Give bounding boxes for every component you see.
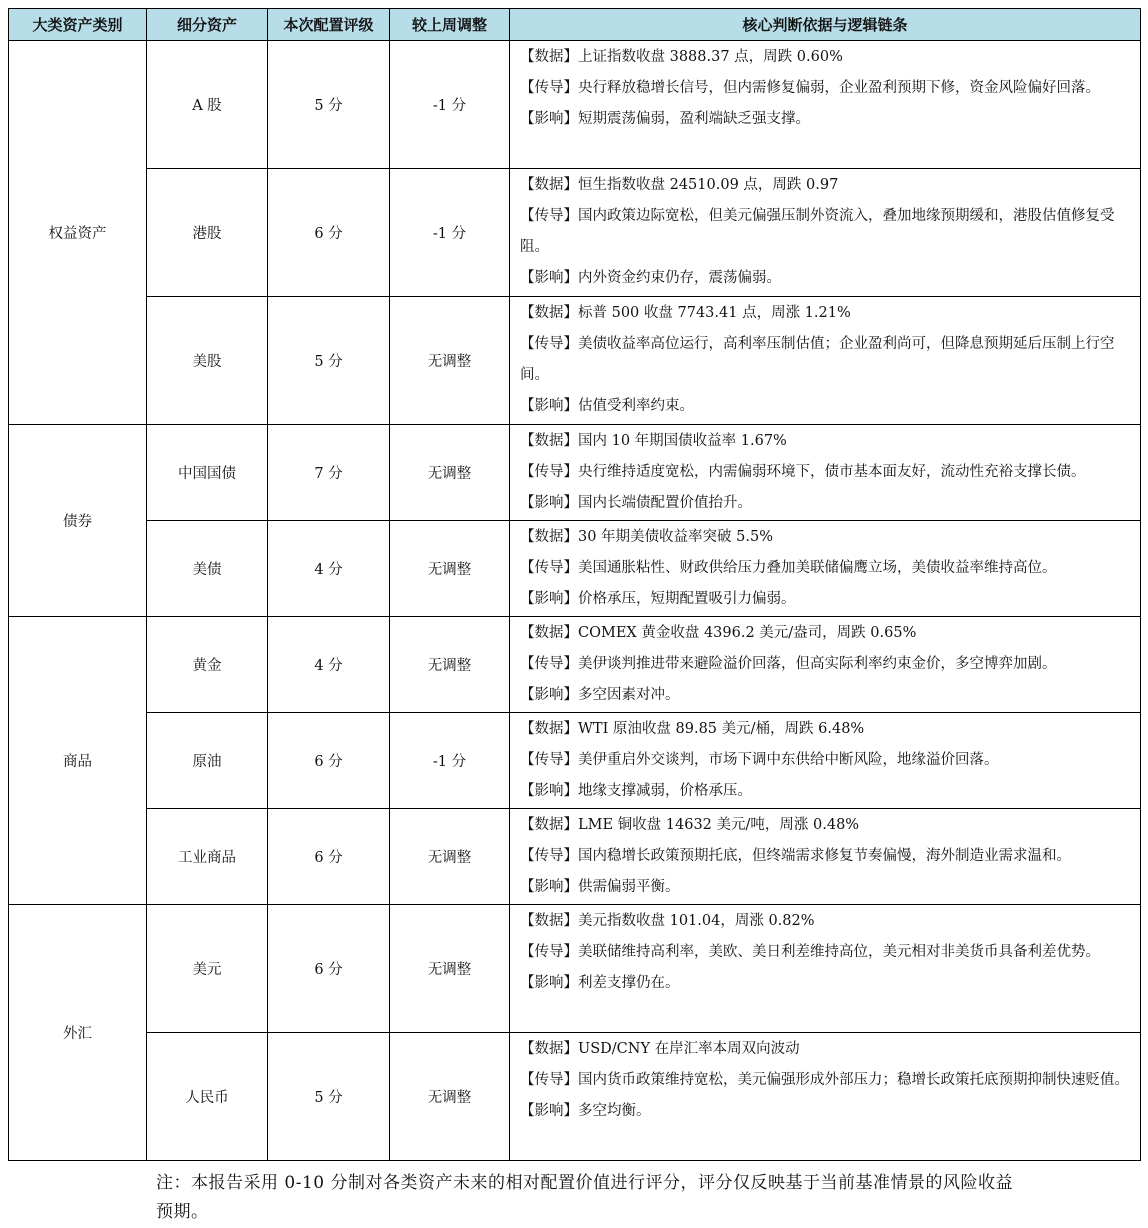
weekly-change-value: 无调整: [390, 297, 510, 425]
sub-asset-name: 港股: [147, 169, 268, 297]
table-row: [9, 809, 1141, 905]
transmission-line: 【传导】国内政策边际宽松，但美元偏强压制外资流入，叠加地缘预期缓和，港股估值修复受阻。: [520, 208, 1115, 255]
category-bonds: 债券: [9, 425, 147, 617]
header-logic-chain: 核心判断依据与逻辑链条: [510, 9, 1141, 41]
header-major-class: 大类资产类别: [9, 9, 147, 41]
table-row: [9, 713, 1141, 809]
rating-value: 6 分: [268, 905, 390, 1033]
table-row: [9, 1033, 1141, 1161]
transmission-line: 【传导】央行释放稳增长信号，但内需修复偏弱，企业盈利预期下修，资金风险偏好回落。: [520, 80, 1100, 96]
weekly-change-value: 无调整: [390, 425, 510, 521]
sub-asset-name: 人民币: [147, 1033, 268, 1161]
impact-line: 【影响】多空因素对冲。: [520, 687, 680, 703]
weekly-change-value: 无调整: [390, 617, 510, 713]
category-commodities: 商品: [9, 617, 147, 905]
rating-value: 6 分: [268, 713, 390, 809]
sub-asset-name: 美股: [147, 297, 268, 425]
transmission-line: 【传导】美伊谈判推进带来避险溢价回落，但高实际利率约束金价，多空博弈加剧。: [520, 656, 1057, 672]
rating-value: 4 分: [268, 617, 390, 713]
transmission-line: 【传导】美伊重启外交谈判，市场下调中东供给中断风险，地缘溢价回落。: [520, 752, 999, 768]
sub-asset-name: A 股: [147, 41, 268, 169]
impact-line: 【影响】价格承压，短期配置吸引力偏弱。: [520, 591, 796, 607]
table-row: [9, 169, 1141, 297]
logic-cell: [510, 1033, 1141, 1161]
table-row: [9, 905, 1141, 1033]
logic-cell: [510, 169, 1141, 297]
table-row: [9, 617, 1141, 713]
impact-line: 【影响】多空均衡。: [520, 1103, 651, 1119]
transmission-line: 【传导】央行维持适度宽松，内需偏弱环境下，债市基本面友好，流动性充裕支撑长债。: [520, 464, 1086, 480]
impact-line: 【影响】估值受利率约束。: [520, 398, 694, 414]
weekly-change-value: 无调整: [390, 809, 510, 905]
transmission-line: 【传导】国内稳增长政策预期托底，但终端需求修复节奏偏慢，海外制造业需求温和。: [520, 848, 1071, 864]
impact-line: 【影响】国内长端债配置价值抬升。: [520, 495, 752, 511]
logic-cell: [510, 809, 1141, 905]
rating-value: 5 分: [268, 41, 390, 169]
data-line: 【数据】COMEX 黄金收盘 4396.2 美元/盎司，周跌 0.65%: [520, 625, 917, 641]
logic-cell: [510, 905, 1141, 1033]
header-weekly-change: 较上周调整: [390, 9, 510, 41]
impact-line: 【影响】短期震荡偏弱，盈利端缺乏强支撑。: [520, 111, 810, 127]
table-row: [9, 41, 1141, 169]
rating-value: 4 分: [268, 521, 390, 617]
table-row: [9, 425, 1141, 521]
weekly-change-value: 无调整: [390, 905, 510, 1033]
table-row: [9, 297, 1141, 425]
data-line: 【数据】标普 500 收盘 7743.41 点，周涨 1.21%: [520, 305, 851, 321]
transmission-line: 【传导】美债收益率高位运行，高利率压制估值；企业盈利尚可，但降息预期延后压制上行空间。: [520, 336, 1115, 383]
sub-asset-name: 中国国债: [147, 425, 268, 521]
weekly-change-value: -1 分: [390, 713, 510, 809]
data-line: 【数据】恒生指数收盘 24510.09 点，周跌 0.97: [520, 177, 839, 193]
sub-asset-name: 美债: [147, 521, 268, 617]
data-line: 【数据】USD/CNY 在岸汇率本周双向波动: [520, 1041, 800, 1057]
weekly-change-value: 无调整: [390, 1033, 510, 1161]
weekly-change-value: -1 分: [390, 169, 510, 297]
impact-line: 【影响】内外资金约束仍存，震荡偏弱。: [520, 270, 781, 286]
header-rating: 本次配置评级: [268, 9, 390, 41]
logic-cell: [510, 617, 1141, 713]
category-equity: 权益资产: [9, 41, 147, 425]
sub-asset-name: 美元: [147, 905, 268, 1033]
impact-line: 【影响】供需偏弱平衡。: [520, 879, 680, 895]
sub-asset-name: 工业商品: [147, 809, 268, 905]
logic-cell: [510, 297, 1141, 425]
category-fx: 外汇: [9, 905, 147, 1161]
sub-asset-name: 黄金: [147, 617, 268, 713]
logic-cell: [510, 713, 1141, 809]
data-line: 【数据】LME 铜收盘 14632 美元/吨，周涨 0.48%: [520, 817, 860, 833]
logic-cell: [510, 425, 1141, 521]
footnote: 注：本报告采用 0-10 分制对各类资产未来的相对配置价值进行评分，评分仅反映基于当前基准情景的风险收益预期。: [156, 1173, 1013, 1222]
logic-cell: [510, 41, 1141, 169]
weekly-change-value: -1 分: [390, 41, 510, 169]
rating-value: 6 分: [268, 809, 390, 905]
data-line: 【数据】国内 10 年期国债收益率 1.67%: [520, 433, 787, 449]
logic-cell: [510, 521, 1141, 617]
data-line: 【数据】30 年期美债收益率突破 5.5%: [520, 529, 774, 545]
table-row: [9, 521, 1141, 617]
transmission-line: 【传导】美国通胀粘性、财政供给压力叠加美联储偏鹰立场，美债收益率维持高位。: [520, 560, 1057, 576]
transmission-line: 【传导】国内货币政策维持宽松，美元偏强形成外部压力；稳增长政策托底预期抑制快速贬值。: [520, 1072, 1129, 1088]
data-line: 【数据】美元指数收盘 101.04，周涨 0.82%: [520, 913, 815, 929]
header-sub-asset: 细分资产: [147, 9, 268, 41]
rating-value: 7 分: [268, 425, 390, 521]
asset-allocation-table: [8, 8, 1141, 1161]
table-header-row: [9, 9, 1141, 41]
impact-line: 【影响】利差支撑仍在。: [520, 975, 680, 991]
rating-value: 5 分: [268, 1033, 390, 1161]
rating-value: 5 分: [268, 297, 390, 425]
weekly-change-value: 无调整: [390, 521, 510, 617]
rating-value: 6 分: [268, 169, 390, 297]
sub-asset-name: 原油: [147, 713, 268, 809]
impact-line: 【影响】地缘支撑减弱，价格承压。: [520, 783, 752, 799]
transmission-line: 【传导】美联储维持高利率，美欧、美日利差维持高位，美元相对非美货币具备利差优势。: [520, 944, 1100, 960]
data-line: 【数据】WTI 原油收盘 89.85 美元/桶，周跌 6.48%: [520, 721, 865, 737]
data-line: 【数据】上证指数收盘 3888.37 点，周跌 0.60%: [520, 49, 843, 65]
